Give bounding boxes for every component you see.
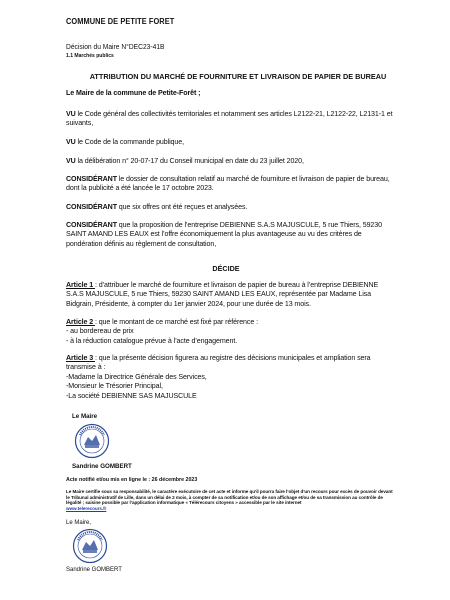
article-text: : d’attribuer le marché de fourniture et livraison de papier de bureau à l’entreprise DEBIENNE S.A.S MAJUSCULE, 5 rue Thiers, 59230 SAINT AMAND LES EAUX, représentée par Madame Lisa Bidgrain, Présidente, à compter du 1er janvier 2024, pour une durée de 13 mois.: [66, 281, 379, 308]
signature-role: Le Maire: [72, 413, 98, 420]
article-item: - à la réduction catalogue prévue à l’acte d’engagement.: [66, 336, 238, 345]
article-2: [66, 318, 394, 346]
article-item: -Madame la Directrice Générale des Services,: [66, 372, 207, 381]
article-text: : que la présente décision figurera au registre des décisions municipales et ampliation sera transmise à :: [66, 354, 371, 372]
mayor-intro-text: Le Maire de la commune de Petite-Forêt ;: [66, 89, 201, 97]
article-1: [66, 281, 394, 309]
municipal-seal-icon: [74, 423, 110, 459]
article-label: Article 2: [66, 318, 95, 326]
signatory-name: Sandrine GOMBERT: [72, 463, 132, 470]
considerant-2: [66, 203, 394, 212]
considerant-keyword: CONSIDÉRANT: [66, 175, 117, 183]
article-label: Article 1: [66, 281, 95, 289]
visa-3: [66, 157, 394, 166]
considerant-text: le dossier de consultation relatif au marché de fourniture et livraison de papier de bureau, dont la publicité a été lancée le 17 octobre 2023.: [66, 175, 390, 193]
legal-notice: [66, 489, 396, 511]
article-label: Article 3: [66, 354, 95, 362]
visa-1: [66, 110, 394, 129]
signatory2-name: Sandrine GOMBERT: [66, 567, 122, 573]
commune-name: COMMUNE DE PETITE FORET: [66, 16, 175, 26]
visa-text: le Code de la commande publique,: [75, 138, 184, 146]
decision-category: 1.1 Marchés publics: [66, 53, 114, 59]
municipal-seal-icon: [72, 528, 108, 564]
legal-notice-text: Le Maire certifie sous sa responsabilité, le caractère exécutoire de cet acte et informe qu’il pourra faire l’objet d’un recours pour excès de pouvoir devant le Tribunal administratif de Lille, dans un délai de 2 mois, à compter de sa notification et/ou de son affichage et/ou de sa transmission au contrôle de légalité ; saisine possible par l’application informatique « Télérecours citoyens » accessible par le site internet: [66, 489, 393, 506]
article-3: [66, 354, 394, 401]
article-text: : que le montant de ce marché est fixé par référence :: [94, 318, 258, 326]
mayor-intro: [66, 89, 394, 98]
document-title: ATTRIBUTION DU MARCHÉ DE FOURNITURE ET LIVRAISON DE PAPIER DE BUREAU: [89, 72, 387, 81]
visa-keyword: VU: [66, 157, 76, 165]
considerant-keyword: CONSIDÉRANT: [66, 203, 117, 211]
considerant-text: que six offres ont été reçues et analysées.: [116, 203, 248, 211]
decide-heading: DÉCIDE: [212, 264, 240, 273]
article-item: -La société DEBIENNE SAS MAJUSCULE: [66, 391, 197, 400]
visa-2: [66, 138, 394, 147]
considerant-3: [66, 221, 394, 249]
decision-reference: Décision du Maire N°DEC23-41B: [66, 42, 165, 51]
article-item: - au bordereau de prix: [66, 327, 134, 336]
considerant-text: que la proposition de l’entreprise DEBIENNE S.A.S MAJUSCULE, 5 rue Thiers, 59230 SAINT AMAND LES EAUX est l’offre économiquement la plus avantageuse au vu des critères de pondération définis au règlement de consultation,: [66, 221, 382, 248]
signature2-role: Le Maire,: [66, 520, 92, 526]
article-item: -Monsieur le Trésorier Principal,: [66, 382, 163, 391]
visa-keyword: VU: [66, 110, 76, 118]
notification-date: Acte notifié et/ou mis en ligne le : 26 décembre 2023: [66, 477, 198, 483]
considerant-1: [66, 175, 394, 194]
visa-keyword: VU: [66, 138, 76, 146]
telerecours-link[interactable]: www.telerecours.fr: [66, 505, 107, 511]
visa-text: le Code général des collectivités territoriales et notamment ses articles L2122-21, L2122-22, L2131-1 et suivants,: [66, 110, 393, 128]
considerant-keyword: CONSIDÉRANT: [66, 221, 117, 229]
visa-text: la délibération n° 20-07-17 du Conseil municipal en date du 23 juillet 2020,: [75, 157, 304, 165]
